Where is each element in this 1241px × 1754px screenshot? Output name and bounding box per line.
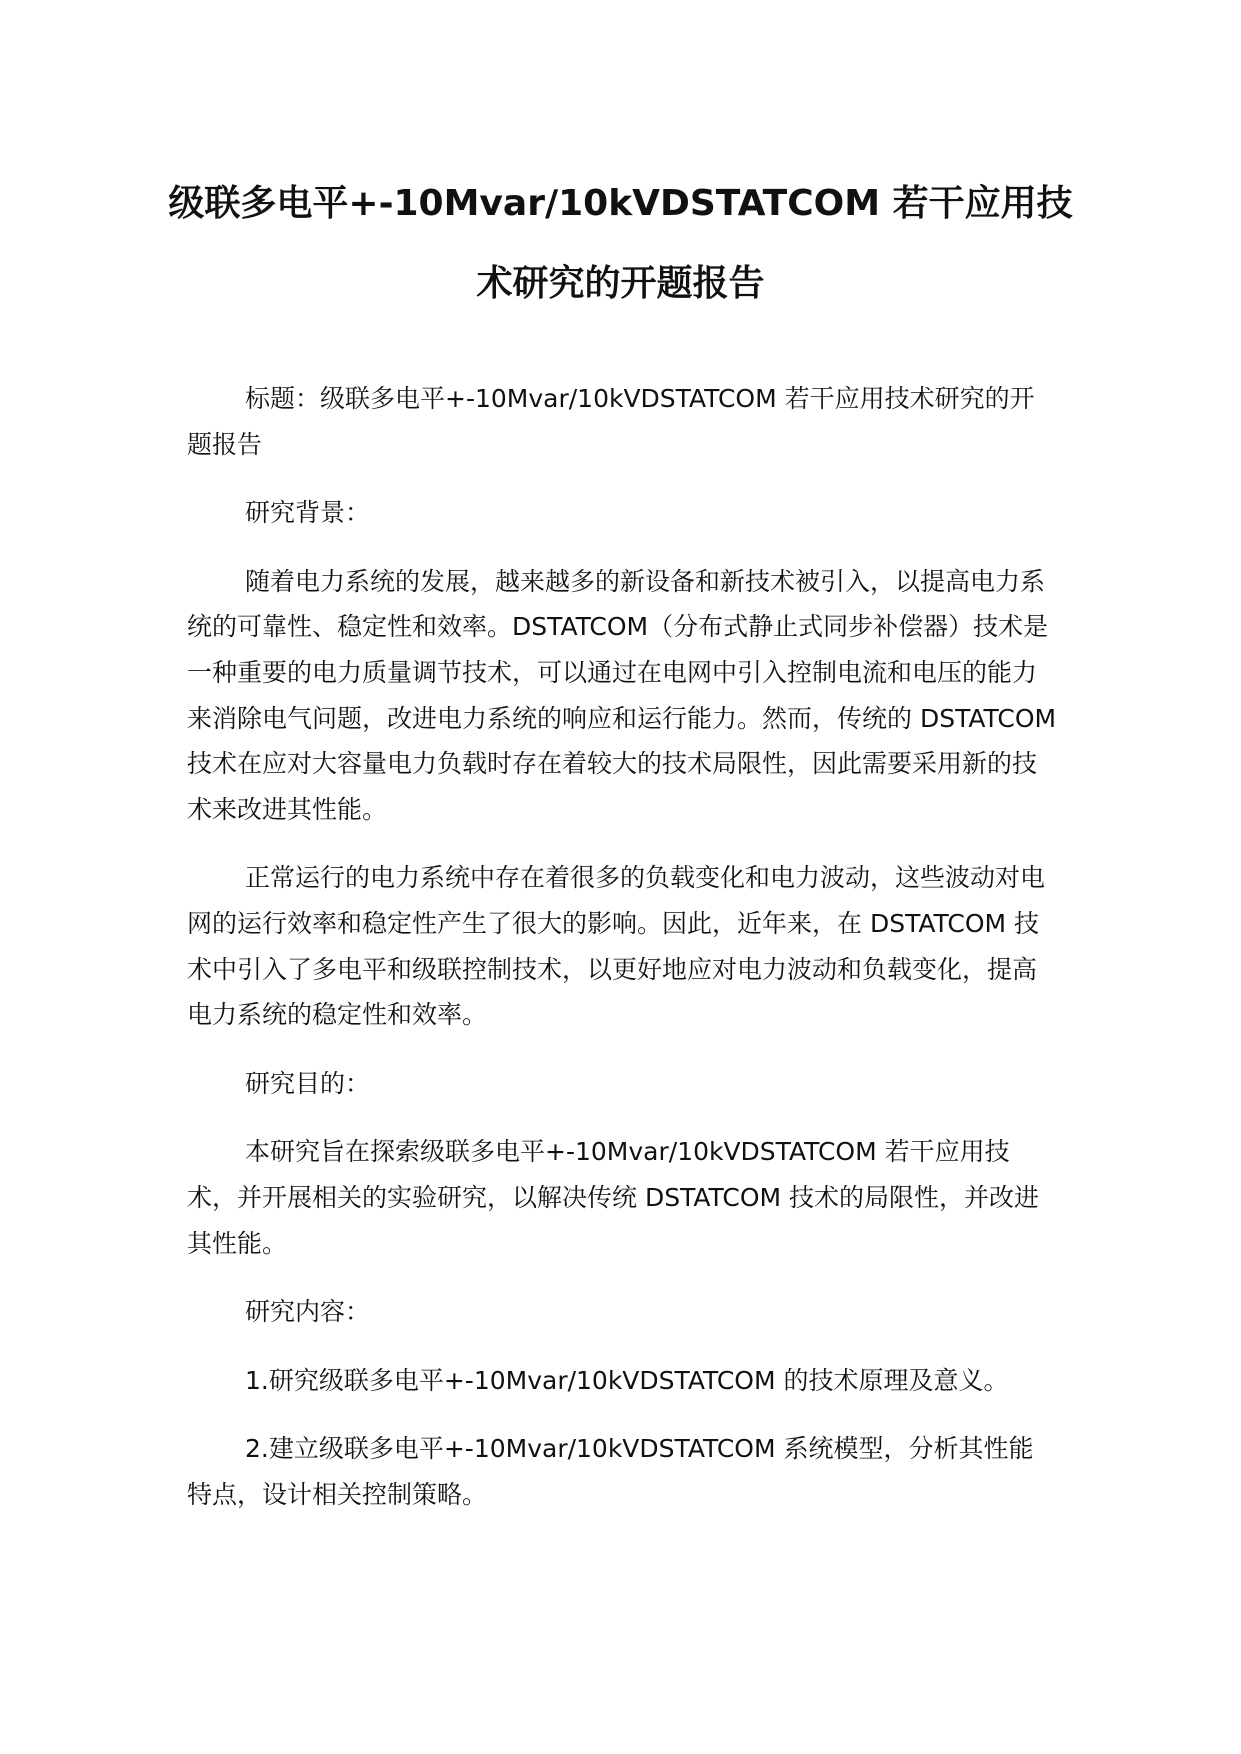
section-heading-content: 研究内容： <box>245 1297 371 1327</box>
title-statement-paragraph: 标题：级联多电平+-10Mvar/10kVDSTATCOM 若干应用技术研究的开题报告 <box>187 384 1035 459</box>
content-item-2: 2.建立级联多电平+-10Mvar/10kVDSTATCOM 系统模型，分析其性能特点，设计相关控制策略。 <box>187 1434 1034 1509</box>
purpose-paragraph: 本研究旨在探索级联多电平+-10Mvar/10kVDSTATCOM 若干应用技术，并开展相关的实验研究，以解决传统 DSTATCOM 技术的局限性，并改进其性能。 <box>187 1137 1040 1258</box>
section-heading-background: 研究背景： <box>245 498 371 528</box>
document-title-line-2: 术研究的开题报告 <box>476 263 765 304</box>
section-heading-purpose: 研究目的： <box>245 1068 371 1098</box>
content-item-1: 1.研究级联多电平+-10Mvar/10kVDSTATCOM 的技术原理及意义。 <box>245 1365 1009 1395</box>
background-paragraph-1: 随着电力系统的发展，越来越多的新设备和新技术被引入，以提高电力系统的可靠性、稳定性和效率。DSTATCOM（分布式静止式同步补偿器）技术是一种重要的电力质量调节技术，可以通过在电网中引入控制电流和电压的能力来消除电气问题，改进电力系统的响应和运行能力。然而，传统的 DSTATCOM 技术在应对大容量电力负载时存在着较大的技术局限性，因此需要采用新的技术来改进其性能。 <box>187 566 1057 824</box>
document-body <box>187 376 1057 1540</box>
background-paragraph-2: 正常运行的电力系统中存在着很多的负载变化和电力波动，这些波动对电网的运行效率和稳定性产生了很大的影响。因此，近年来，在 DSTATCOM 技术中引入了多电平和级联控制技术，以更好地应对电力波动和负载变化，提高电力系统的稳定性和效率。 <box>187 863 1046 1030</box>
document-title-line-1: 级联多电平+-10Mvar/10kVDSTATCOM 若干应用技 <box>168 183 1073 224</box>
